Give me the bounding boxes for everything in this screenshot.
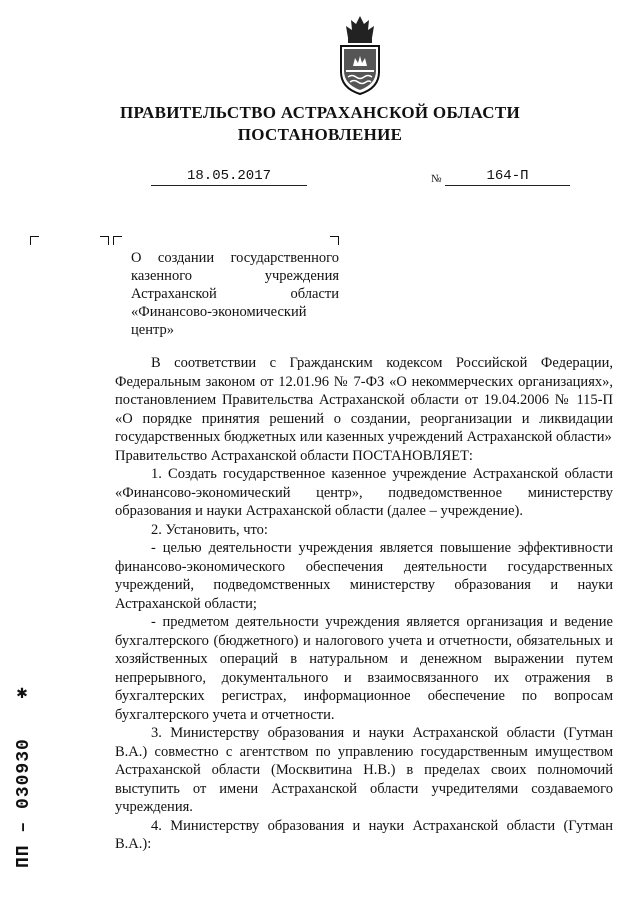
item-2a-paragraph: - целью деятельности учреждения является повышение эффективности финансово-экономического обеспечения деятельности государственных учреждений, подведомственных министерству образования и науки Астраханской области;	[115, 540, 613, 612]
number-sign: №	[431, 173, 442, 185]
document-body	[115, 354, 613, 854]
item-3-paragraph: 3. Министерству образования и науки Астраханской области (Гутман В.А.) совместно с агентством по управлению государственным имуществом Астраханской области (Москвитина Н.В.) в пределах своих полномочий выступить от имени Астраханской области учредителями создаваемого учреждения.	[115, 725, 613, 815]
corner-mark-left	[30, 236, 39, 245]
corner-mark-inner-left-a	[100, 236, 109, 245]
document-date: 18.05.2017	[151, 168, 307, 186]
item-1-paragraph: 1. Создать государственное казенное учреждение Астраханской области «Финансово-экономический центр», подведомственное министерству образования и науки Астраханской области (далее – учреждение).	[115, 466, 613, 519]
item-2b-paragraph: - предметом деятельности учреждения является организация и ведение бухгалтерского (бюджетного) и налогового учета и отчетности, обязательных и хозяйственных операций в натуральном и денежном выражении путем непрерывного, документального и взаимосвязанного их отражения в бухгалтерских регистрах, информационное обеспечение по вопросам бухгалтерского учета и отчетности.	[115, 614, 613, 723]
side-serial-stamp: ПП – 030930	[14, 738, 34, 868]
coat-of-arms-emblem	[333, 14, 387, 96]
document-number: 164-П	[445, 168, 570, 186]
star-icon: ✱	[16, 687, 28, 702]
document-type-title: ПОСТАНОВЛЕНИЕ	[237, 125, 403, 144]
corner-mark-right	[330, 236, 339, 245]
item-4-paragraph: 4. Министерству образования и науки Астраханской области (Гутман В.А.):	[115, 817, 613, 852]
resolution-statement: Правительство Астраханской области ПОСТАНОВЛЯЕТ:	[115, 447, 473, 464]
government-title: ПРАВИТЕЛЬСТВО АСТРАХАНСКОЙ ОБЛАСТИ	[120, 103, 520, 122]
corner-mark-inner-left-b	[113, 236, 122, 245]
document-subject: О создании государственного казенного учреждения Астраханской области «Финансово-экономический центр»	[131, 250, 339, 338]
preamble-paragraph: В соответствии с Гражданским кодексом Российской Федерации, Федеральным законом от 12.01.96 № 7-ФЗ «О некоммерческих организациях», постановлением Правительства Астраханской области от 19.04.2006 № 115-П «О порядке принятия решений о создании, реорганизации и ликвидации государственных бюджетных или казенных учреждений Астраханской области»	[115, 355, 613, 445]
item-2-paragraph: 2. Установить, что:	[151, 521, 268, 538]
